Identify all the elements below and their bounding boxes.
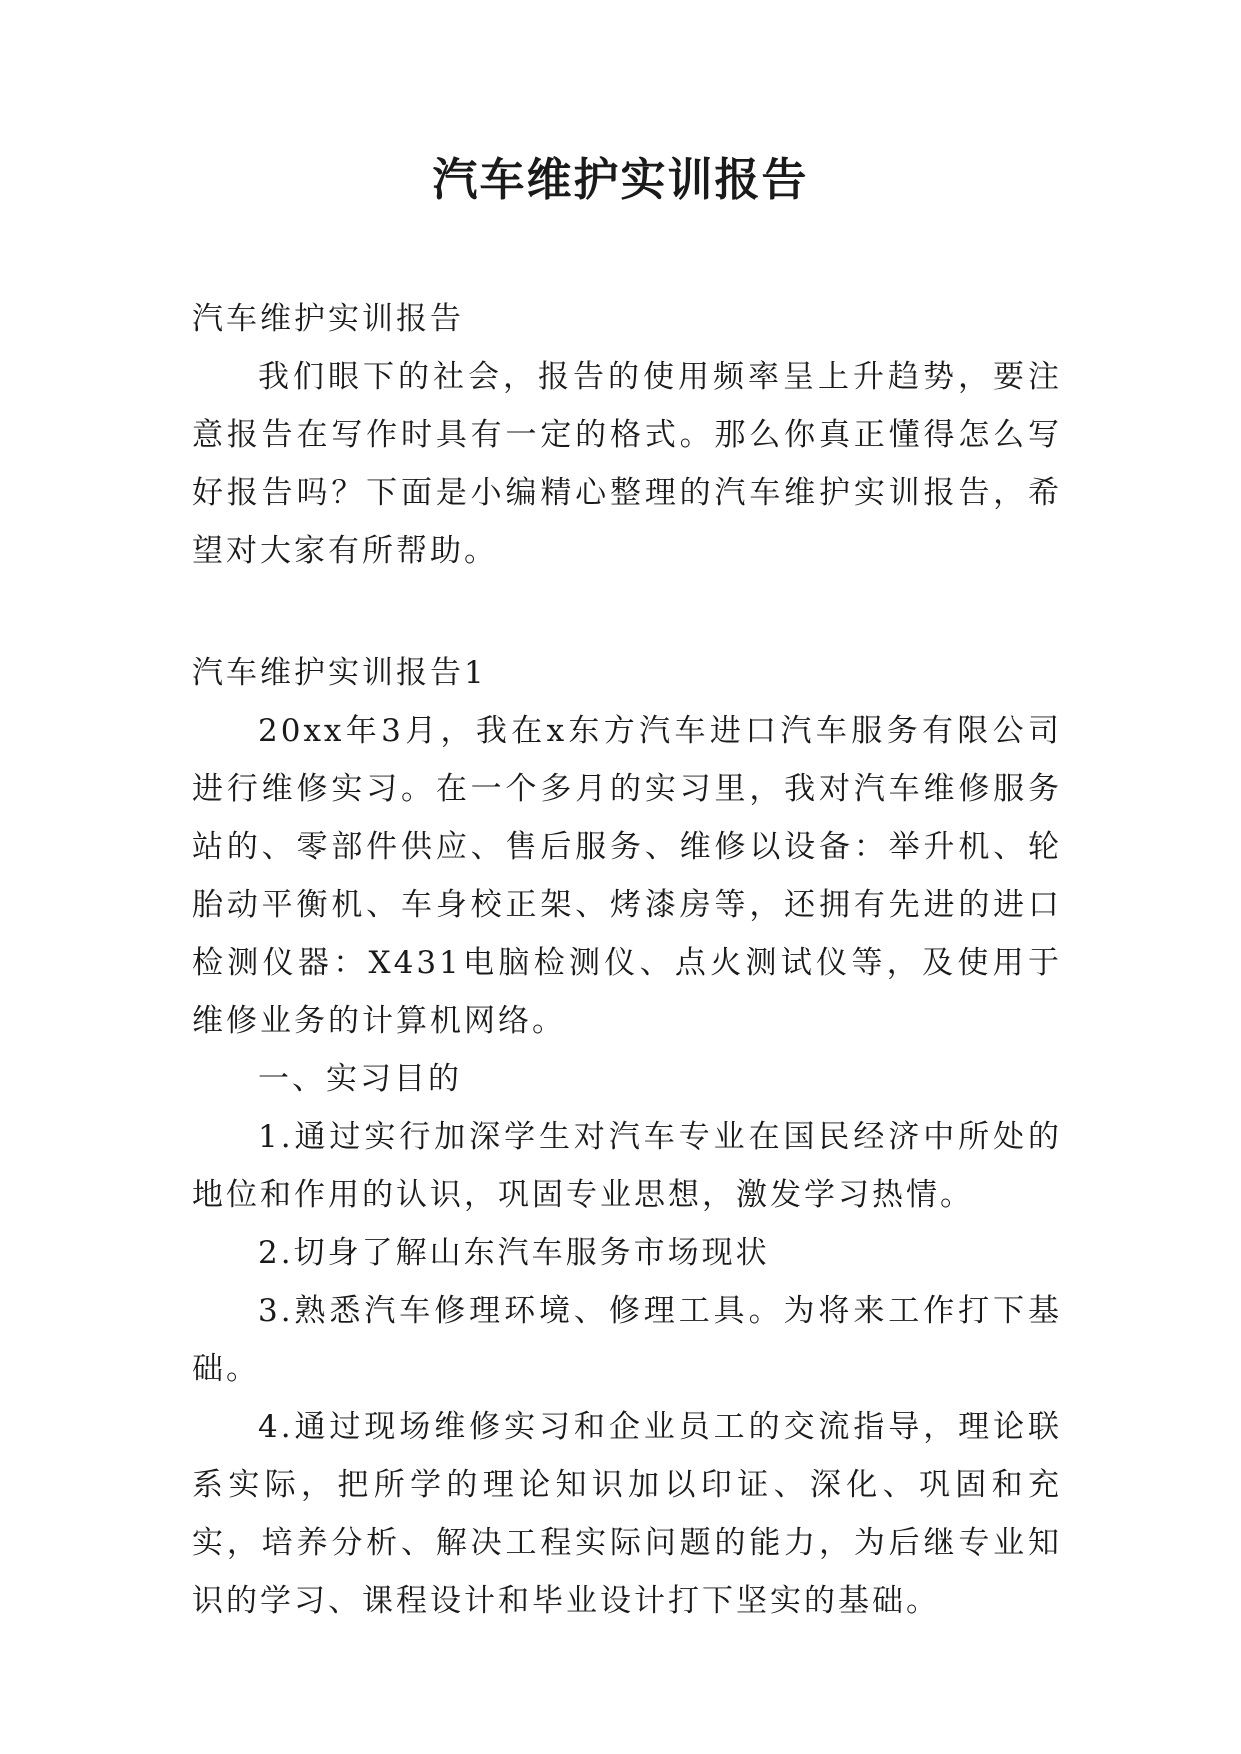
document-body xyxy=(192,290,1062,1630)
purpose-item: 2.切身了解山东汽车服务市场现状 xyxy=(258,1235,770,1271)
section-paragraph: 20xx年3月，我在x东方汽车进口汽车服务有限公司进行维修实习。在一个多月的实习里，我对汽车维修服务站的、零部件供应、售后服务、维修以设备：举升机、轮胎动平衡机、车身校正架、烤漆房等，还拥有先进的进口检测仪器：X431电脑检测仪、点火测试仪等，及使用于维修业务的计算机网络。 xyxy=(192,713,1062,1039)
purpose-item: 4.通过现场维修实习和企业员工的交流指导，理论联系实际，把所学的理论知识加以印证、深化、巩固和充实，培养分析、解决工程实际问题的能力，为后继专业知识的学习、课程设计和毕业设计打下坚实的基础。 xyxy=(192,1409,1062,1619)
document-subtitle: 汽车维护实训报告 xyxy=(192,301,464,337)
purpose-item: 3.熟悉汽车修理环境、修理工具。为将来工作打下基础。 xyxy=(192,1293,1062,1387)
purpose-item: 1.通过实行加深学生对汽车专业在国民经济中所处的地位和作用的认识，巩固专业思想，激发学习热情。 xyxy=(192,1119,1062,1213)
document-title: 汽车维护实训报告 xyxy=(432,153,809,206)
intro-paragraph: 我们眼下的社会，报告的使用频率呈上升趋势，要注意报告在写作时具有一定的格式。那么你真正懂得怎么写好报告吗？下面是小编精心整理的汽车维护实训报告，希望对大家有所帮助。 xyxy=(192,359,1062,569)
section-heading: 汽车维护实训报告1 xyxy=(192,655,487,691)
purpose-heading: 一、实习目的 xyxy=(258,1061,462,1097)
